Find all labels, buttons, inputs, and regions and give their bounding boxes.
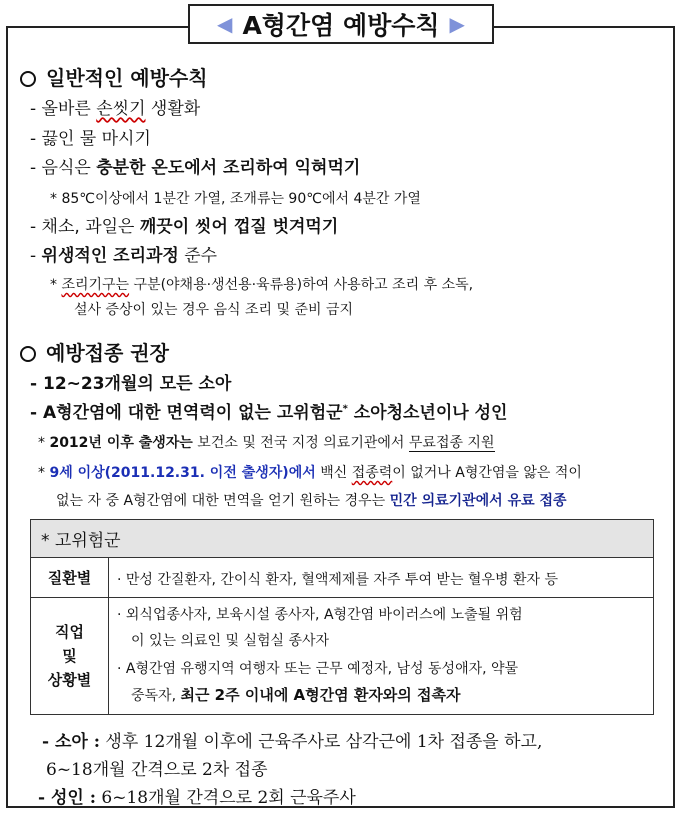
s1-item-4: - 채소, 과일은 깨끗이 씻어 껍질 벗겨먹기: [30, 217, 339, 237]
footer-child: - 소아 : 생후 12개월 이후에 근육주사로 삼각근에 1차 접종을 하고,: [42, 732, 543, 752]
s1-note-1: * 85℃이상에서 1분간 가열, 조개류는 90℃에서 4분간 가열: [50, 191, 421, 207]
s2-item-1: - 12~23개월의 모든 소아: [30, 374, 232, 394]
row-text-occupation-2: 이 있는 의료인 및 실험실 종사자: [131, 633, 330, 649]
s2-note-2-cont: 없는 자 중 A형간염에 대한 면역을 얻기 원하는 경우는 민간 의료기관에서 유료 접종: [56, 493, 567, 509]
table-row-occupation: [31, 598, 653, 714]
section2-heading: 예방접종 권장: [20, 337, 169, 366]
circle-bullet-icon: [20, 346, 36, 362]
s1-item-2: - 끓인 물 마시기: [30, 129, 151, 149]
page-title: A형간염 예방수칙: [242, 11, 440, 40]
s1-note-2-cont: 설사 증상이 있는 경우 음식 조리 및 준비 금지: [74, 302, 354, 318]
row-label-occupation: 직업 및 상황별: [31, 598, 109, 714]
right-triangle-icon: ▶: [449, 12, 465, 36]
s1-item-3: - 음식은 충분한 온도에서 조리하여 익혀먹기: [30, 158, 361, 178]
table-header: * 고위험군: [31, 520, 653, 558]
title-box: [188, 4, 494, 44]
s2-note-1: * 2012년 이후 출생자는 보건소 및 전국 지정 의료기관에서 무료접종 지원: [38, 435, 495, 451]
left-triangle-icon: ◀: [217, 12, 233, 36]
s2-item-2: - A형간염에 대한 면역력이 없는 고위험군* 소아청소년이나 성인: [30, 403, 508, 423]
row-text-occupation-3: · A형간염 유행지역 여행자 또는 근무 예정자, 남성 동성애자, 약물: [117, 661, 519, 677]
row-text-disease: · 만성 간질환자, 간이식 환자, 혈액제제를 자주 투여 받는 혈우병 환자 등: [117, 572, 558, 588]
footer-adult: - 성인 : 6~18개월 간격으로 2회 근육주사: [38, 788, 356, 808]
s1-item-1: - 올바른 손씻기 생활화: [30, 99, 201, 119]
footer-child-cont: 6~18개월 간격으로 2차 접종: [46, 760, 268, 780]
row-label-disease: 질환별: [31, 558, 109, 597]
high-risk-table: [30, 519, 654, 715]
row-text-occupation-4: 중독자, 최근 2주 이내에 A형간염 환자와의 접촉자: [131, 686, 461, 704]
circle-bullet-icon: [20, 71, 36, 87]
s1-item-5: - 위생적인 조리과정 준수: [30, 246, 218, 266]
table-row-disease: [31, 558, 653, 598]
section1-heading: 일반적인 예방수칙: [20, 62, 208, 91]
s2-note-2: * 9세 이상(2011.12.31. 이전 출생자)에서 백신 접종력이 없거나 A형간염을 앓은 적이: [38, 465, 582, 481]
s1-note-2: * 조리기구는 구분(야채용·생선용·육류용)하여 사용하고 조리 후 소독,: [50, 277, 474, 293]
row-text-occupation-1: · 외식업종사자, 보육시설 종사자, A형간염 바이러스에 노출될 위험: [117, 607, 523, 623]
